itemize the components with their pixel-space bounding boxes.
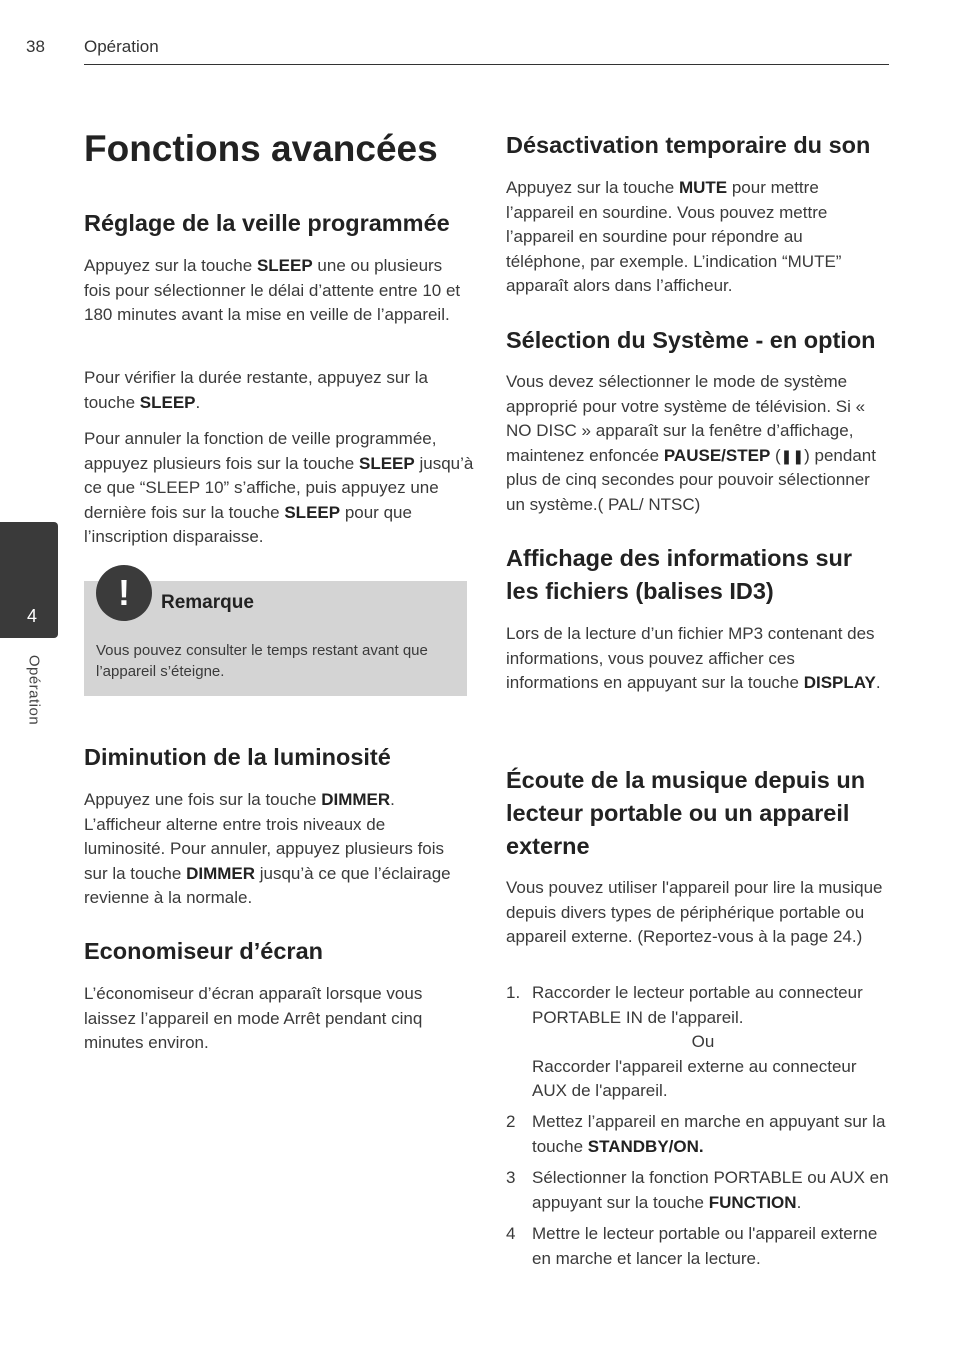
header-rule (84, 64, 889, 65)
dimmer-heading: Diminution de la luminosité (84, 744, 391, 770)
warning-icon: ! (96, 565, 152, 621)
id3-paragraph: Lors de la lecture d’un fichier MP3 contenant des informations, vous pouvez afficher ces informations en appuyant sur la touche DISPLAY. (506, 624, 881, 693)
mute-paragraph: Appuyez sur la touche MUTE pour mettre l’appareil en sourdine. Vous pouvez mettre l’appareil en sourdine pour répondre au téléphone, par exemple. L’indication “MUTE” apparaît alors dans l’afficheur. (506, 178, 842, 296)
system-heading: Sélection du Système - en option (506, 327, 876, 353)
screensaver-heading: Economiseur d’écran (84, 938, 323, 964)
id3-heading: Affichage des informations sur les fichiers (balises ID3) (506, 545, 853, 604)
pause-icon: ❚❚ (780, 447, 805, 464)
chapter-tab (0, 522, 58, 638)
system-paragraph: Vous devez sélectionner le mode de système approprié pour votre système de télévision. Si « NO DISC » apparaît sur la fenêtre d’affichage, maintenez enfoncée PAUSE/STEP (❚❚) pendant plus de cinq secondes pour pouvoir sélectionner un système.( PAL/ NTSC) (506, 372, 876, 514)
screensaver-paragraph: L’économiseur d’écran apparaît lorsque vous laissez l’appareil en mode Arrêt pendant cinq minutes environ. (84, 984, 423, 1053)
chapter-number: 4 (27, 606, 38, 626)
sleep-paragraph-3: Pour annuler la fonction de veille programmée, appuyez plusieurs fois sur la touche SLEEP jusqu’à ce que “SLEEP 10” s’affiche, puis appuyez une dernière fois sur la touche SLEEP pour que l’inscription disparaisse. (84, 429, 474, 547)
portable-paragraph: Vous pouvez utiliser l'appareil pour lire la musique depuis divers types de périphérique portable ou appareil externe. (Reportez-vous à la page 24.) (506, 878, 883, 947)
sleep-paragraph-1: Appuyez sur la touche SLEEP une ou plusieurs fois pour sélectionner le délai d’attente entre 10 et 180 minutes avant la mise en veille de l’appareil. (84, 256, 461, 325)
page-title: Fonctions avancées (84, 128, 438, 169)
running-title: Opération (84, 37, 159, 56)
note-text: Vous pouvez consulter le temps restant avant que l’appareil s’éteigne. (96, 642, 428, 680)
sleep-heading: Réglage de la veille programmée (84, 210, 450, 236)
chapter-label: Opération (25, 654, 43, 726)
mute-heading: Désactivation temporaire du son (506, 132, 871, 158)
note-title: Remarque (161, 592, 254, 613)
page-header (0, 0, 954, 70)
sleep-paragraph-2: Pour vérifier la durée restante, appuyez sur la touche SLEEP. (84, 368, 428, 412)
portable-heading: Écoute de la musique depuis un lecteur portable ou un appareil externe (506, 767, 866, 859)
page-number: 38 (26, 37, 45, 56)
dimmer-paragraph: Appuyez une fois sur la touche DIMMER. L’afficheur alterne entre trois niveaux de luminosité. Pour annuler, appuyez plusieurs fois sur la touche DIMMER jusqu’à ce que l’éclairage revienne à la normale. (84, 790, 451, 908)
